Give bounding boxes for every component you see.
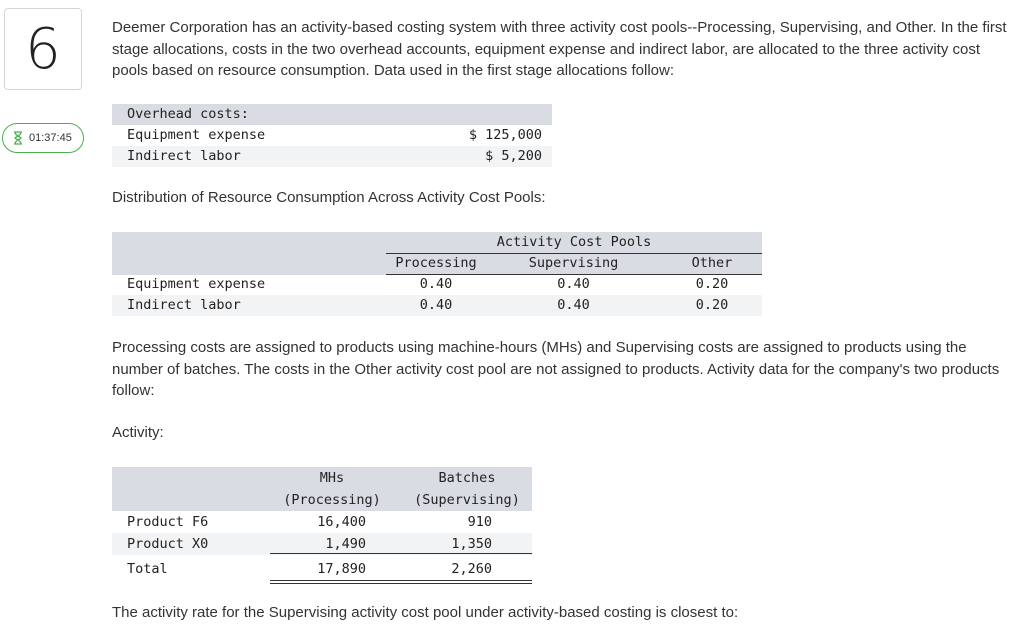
cell: 0.20 — [695, 297, 729, 313]
subtotal-line — [270, 553, 532, 554]
total-label: Total — [127, 561, 168, 577]
row-label: Product X0 — [127, 536, 209, 552]
table-row — [112, 511, 532, 533]
total-batches: 2,260 — [451, 561, 492, 577]
table-row — [112, 146, 552, 167]
total-row — [112, 558, 532, 580]
overhead-header-row — [112, 104, 552, 125]
table-row — [112, 295, 762, 316]
timer-text: 01:37:45 — [29, 132, 72, 144]
table-row — [112, 125, 552, 146]
distribution-heading: Distribution of Resource Consumption Across Activity Cost Pools: — [112, 189, 546, 206]
col-batches-sub: (Supervising) — [414, 492, 520, 508]
cell: 0.40 — [419, 297, 453, 313]
col-processing: Processing — [395, 255, 477, 271]
hourglass-icon — [13, 131, 23, 145]
col-mhs: MHs — [319, 470, 345, 486]
col-mhs-sub: (Processing) — [283, 492, 381, 508]
table-row — [112, 274, 762, 295]
col-supervising: Supervising — [528, 255, 619, 271]
activity-header-row-1 — [112, 467, 532, 489]
cell-mhs: 16,400 — [317, 514, 366, 530]
row-label: Equipment expense — [127, 127, 266, 143]
cell-batches: 910 — [467, 514, 492, 530]
cell: 0.40 — [557, 297, 590, 313]
row-label: Equipment expense — [127, 276, 266, 292]
question-prompt: The activity rate for the Supervising activity cost pool under activity-based costing is closest to: — [112, 604, 739, 621]
column-header-row — [112, 253, 762, 274]
group-header: Activity Cost Pools — [496, 234, 652, 250]
timer-badge[interactable] — [2, 123, 84, 153]
row-label: Indirect labor — [127, 148, 241, 164]
cell: 0.20 — [695, 276, 729, 292]
processing-paragraph: Processing costs are assigned to products using machine-hours (MHs) and Supervising costs are assigned to products using the number of batches. The costs in the Other activity cost pool are not assigned to products. Activity data for the company's two products follow: — [112, 339, 1000, 399]
cell-mhs: 1,490 — [325, 536, 366, 552]
distribution-table — [112, 232, 762, 316]
cell: 0.40 — [419, 276, 453, 292]
group-header-row — [112, 232, 762, 253]
total-double-line — [270, 580, 532, 584]
activity-label: Activity: — [112, 424, 164, 441]
table-row — [112, 533, 532, 555]
question-number: 6 — [4, 8, 82, 90]
question-intro: Deemer Corporation has an activity-based costing system with three activity cost pools--Processing, Supervising, and Other. In the first stage allocations, costs in the two overhead accounts, equipment expense and indirect labor, are allocated to the three activity cost pools based on resource consumption. Data used in the first stage allocations follow: — [112, 19, 1007, 79]
col-batches: Batches — [438, 470, 496, 486]
row-label: Product F6 — [127, 514, 209, 530]
activity-table — [112, 467, 532, 580]
cell: 0.40 — [557, 276, 590, 292]
overhead-table — [112, 104, 552, 167]
activity-header-row-2 — [112, 489, 532, 511]
overhead-header: Overhead costs: — [127, 106, 249, 122]
row-value: $ 5,200 — [485, 148, 542, 164]
total-mhs: 17,890 — [317, 561, 366, 577]
row-label: Indirect labor — [127, 297, 241, 313]
row-value: $ 125,000 — [468, 127, 542, 143]
cell-batches: 1,350 — [451, 536, 492, 552]
col-other: Other — [691, 255, 733, 271]
